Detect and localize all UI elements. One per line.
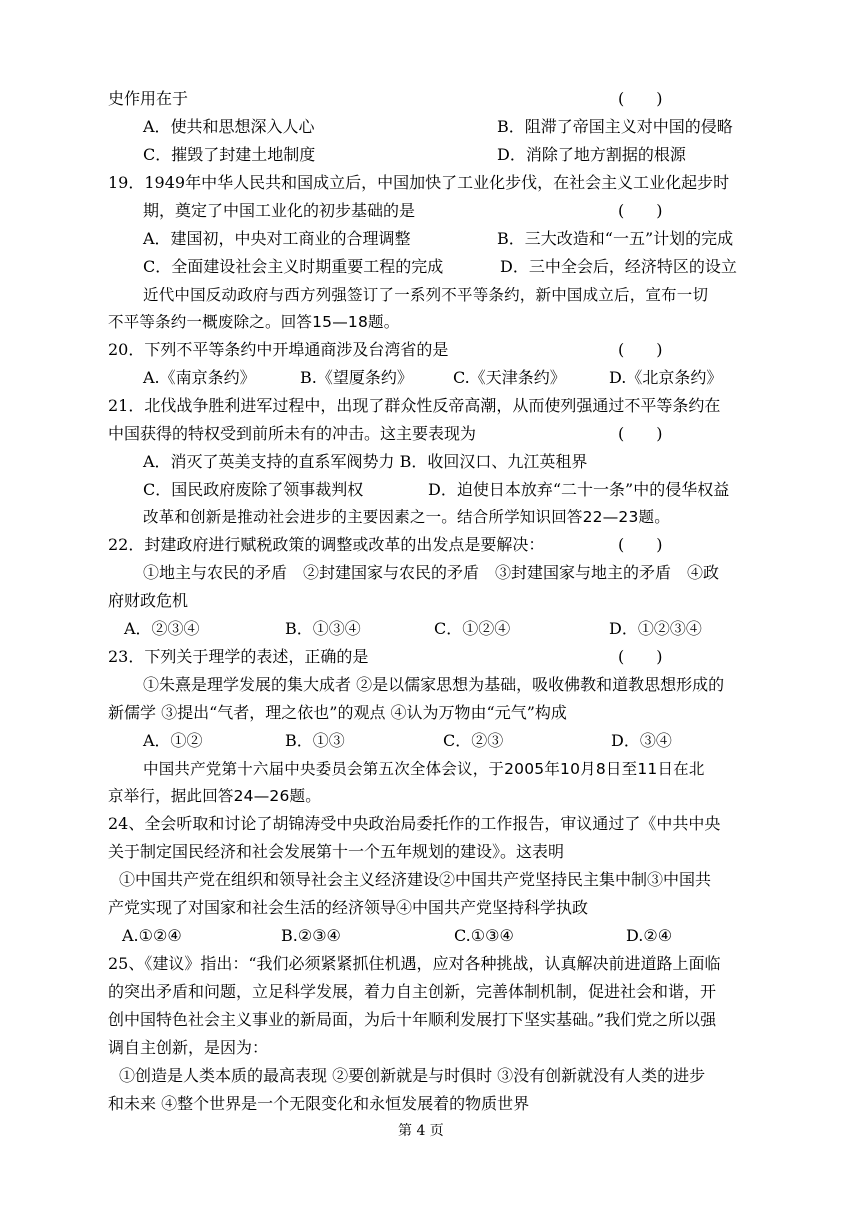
question-21: 21．北伐战争胜利进军过程中，出现了群众性反帝高潮，从而使列强通过不平等条约在 [108,396,721,415]
option-d: D.《北京条约》 [609,368,723,387]
answer-bracket: ( ) [618,201,663,220]
option-b: B．①③④ [285,619,361,638]
option-a: A．建国初，中央对工商业的合理调整 [143,229,411,248]
question-23: 23．下列关于理学的表述，正确的是 [108,647,369,666]
option-d: D.②④ [626,926,673,945]
option-c: C．①②④ [434,619,511,638]
option-d: D．①②③④ [609,619,702,638]
option-b: B．①③ [285,731,345,750]
question-25-line4: 调自主创新，是因为： [108,1038,269,1057]
question-22-items-line2: 府财政危机 [108,591,189,610]
option-c: C．②③ [443,731,504,750]
question-20: 20．下列不平等条约中开埠通商涉及台湾省的是 [108,340,449,359]
option-d: D．③④ [611,731,672,750]
question-24-items: ①中国共产党在组织和领导社会主义经济建设②中国共产党坚持民主集中制③中国共 [119,870,712,889]
option-a: A．①② [143,731,203,750]
answer-bracket: ( ) [618,424,663,443]
question-21-line2: 中国获得的特权受到前所未有的冲击。这主要表现为 [108,424,477,443]
question-25: 25、《建议》指出：“我们必须紧紧抓住机遇，应对各种挑战，认真解决前进道路上面临 [108,954,721,973]
section-intro: 近代中国反动政府与西方列强签订了一系列不平等条约，新中国成立后，宣布一切 [143,286,709,304]
option-a: A.《南京条约》 [143,368,256,387]
question-24: 24、全会听取和讨论了胡锦涛受中央政治局委托作的工作报告，审议通过了《中共中央 [108,814,721,833]
section-intro-line2: 京举行，据此回答24—26题。 [108,787,321,805]
option-a: A.①②④ [122,926,182,945]
answer-bracket: ( ) [618,535,663,554]
option-a: A．使共和思想深入人心 [143,117,315,136]
option-d: D．消除了地方割据的根源 [497,145,686,164]
option-c: C.《天津条约》 [453,368,566,387]
option-a: A．②③④ [124,619,200,638]
option-b: B.《望厦条约》 [300,368,413,387]
question-25-items-line2: 和未来 ④整个世界是一个无限变化和永恒发展着的物质世界 [108,1094,530,1113]
option-c: C．摧毁了封建土地制度 [143,145,316,164]
question-25-line2: 的突出矛盾和问题，立足科学发展，着力自主创新，完善体制机制，促进社会和谐，开 [108,982,717,1001]
question-22-items: ①地主与农民的矛盾 ②封建国家与农民的矛盾 ③封建国家与地主的矛盾 ④政 [143,563,720,582]
section-intro: 改革和创新是推动社会进步的主要因素之一。结合所学知识回答22—23题。 [143,508,670,526]
section-intro: 中国共产党第十六届中央委员会第五次全体会议，于2005年10月8日至11日在北 [143,760,705,778]
question-23-items-line2: 新儒学 ③提出“气者，理之依也”的观点 ④认为万物由“元气”构成 [108,703,567,722]
answer-bracket: ( ) [618,340,663,359]
question-24-line2: 关于制定国民经济和社会发展第十一个五年规划的建设》。这表明 [108,842,565,861]
option-a-b: A．消灭了英美支持的直系军阀势力 B．收回汉口、九江英租界 [143,452,588,471]
option-b: B．三大改造和“一五”计划的完成 [497,229,734,248]
answer-bracket: ( ) [618,647,663,666]
question-23-items: ①朱熹是理学发展的集大成者 ②是以儒家思想为基础，吸收佛教和道教思想形成的 [143,675,725,694]
option-c: C．全面建设社会主义时期重要工程的完成 [143,257,444,276]
question-19-line2: 期，奠定了中国工业化的初步基础的是 [143,201,416,220]
answer-bracket: ( ) [618,89,663,108]
section-intro-line2: 不平等条约一概废除之。回答15—18题。 [108,313,400,331]
question-22: 22．封建政府进行赋税政策的调整或改革的出发点是要解决： [108,535,545,554]
question-stem-continued: 史作用在于 [108,89,189,108]
option-d: D．迫使日本放弃“二十一条”中的侵华权益 [428,480,730,499]
option-c: C．国民政府废除了领事裁判权 [143,480,364,499]
option-c: C.①③④ [454,926,514,945]
option-b: B．阻滞了帝国主义对中国的侵略 [497,117,733,136]
question-25-items: ①创造是人类本质的最高表现 ②要创新就是与时俱时 ③没有创新就没有人类的进步 [119,1066,706,1085]
page-number: 第 4 页 [398,1123,444,1139]
question-25-line3: 创中国特色社会主义事业的新局面，为后十年顺利发展打下坚实基础。”我们党之所以强 [108,1010,717,1029]
question-24-items-line2: 产党实现了对国家和社会生活的经济领导④中国共产党坚持科学执政 [108,898,589,917]
option-d: D．三中全会后，经济特区的设立 [500,257,737,276]
option-b: B.②③④ [281,926,341,945]
question-19: 19．1949年中华人民共和国成立后，中国加快了工业化步伐，在社会主义工业化起步时 [108,173,730,192]
